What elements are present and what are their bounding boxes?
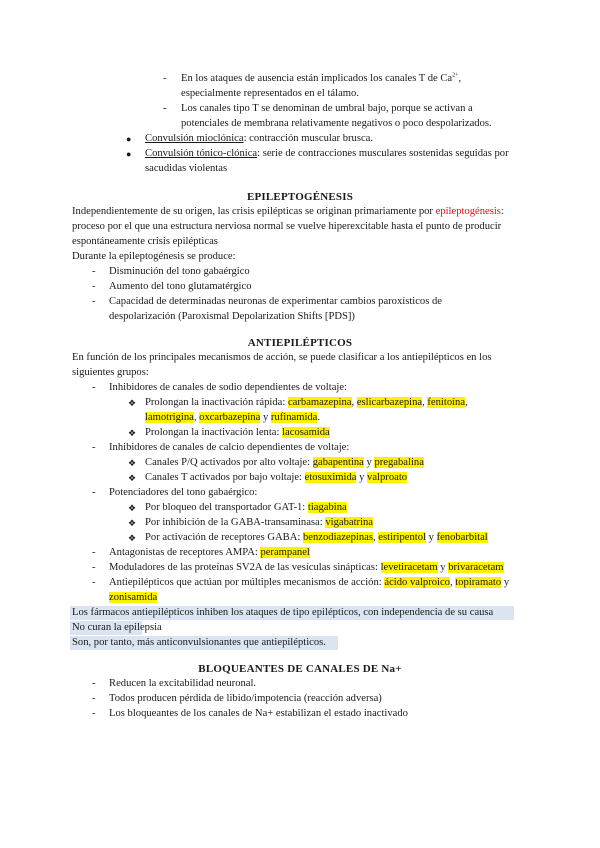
list-item: Por inhibición de la GABA-transaminasa: vigabatrina — [145, 517, 374, 528]
list-item: Los bloqueantes de los canales de Na+ estabilizan el estado inactivado — [109, 708, 408, 719]
text-line: Durante la epileptogénesis se produce: — [72, 251, 236, 262]
dash-bullet: - — [92, 281, 96, 292]
list-item: Aumento del tono glutamatérgico — [109, 281, 252, 292]
note-text: No curan la epilepsia — [72, 622, 162, 633]
dash-bullet: - — [92, 708, 96, 719]
list-item: Disminución del tono gabaérgico — [109, 266, 250, 277]
text-line: potenciales de membrana relativamente negativos o poco despolarizados. — [181, 118, 492, 129]
diamond-bullet-icon: ❖ — [128, 398, 137, 408]
list-item: Reducen la excitabilidad neuronal. — [109, 678, 257, 689]
list-item: Todos producen pérdida de libido/impotencia (reacción adversa) — [109, 693, 382, 704]
dash-bullet: - — [92, 382, 96, 393]
bullet-icon: ● — [126, 149, 132, 159]
dash-bullet: - — [92, 678, 96, 689]
list-item: Antagonistas de receptores AMPA: perampanel — [109, 547, 310, 558]
diamond-bullet-icon: ❖ — [128, 533, 137, 543]
list-item: Prolongan la inactivación rápida: carbamazepina, eslicarbazepina, fenitoína, — [145, 397, 468, 408]
dash-bullet: - — [92, 487, 96, 498]
text-line: Los canales tipo T se denominan de umbral bajo, porque se activan a — [181, 103, 473, 114]
note-text: Los fármacos antiepilépticos inhiben los ataques de tipo epilépticos, con independencia de su causa — [72, 607, 494, 618]
dash-bullet: - — [163, 103, 167, 114]
text-line: especialmente representados en el tálamo. — [181, 88, 359, 99]
list-item: Canales P/Q activados por alto voltaje: gabapentina y pregabalina — [145, 457, 424, 468]
text-line: En los ataques de ausencia están implicados los canales T de $Ca^{2+}$, — [181, 72, 462, 84]
section-title: EPILEPTOGÉNESIS — [246, 191, 354, 203]
list-item: Potenciadores del tono gabaérgico: — [109, 487, 258, 498]
list-item: Por activación de receptores GABA: benzodiazepinas, estiripentol y fenobarbital — [145, 532, 488, 543]
diamond-bullet-icon: ❖ — [128, 458, 137, 468]
dash-bullet: - — [92, 562, 96, 573]
diamond-bullet-icon: ❖ — [128, 473, 137, 483]
dash-bullet: - — [92, 693, 96, 704]
bullet-icon: ● — [126, 134, 132, 144]
list-item: Prolongan la inactivación lenta: lacosamida — [145, 427, 330, 438]
diamond-bullet-icon: ❖ — [128, 518, 137, 528]
text-line: lamotrigina, oxcarbazepina y rufinamida. — [145, 412, 321, 423]
text-line: sacudidas violentas — [145, 163, 228, 174]
text-line: En función de los principales mecanismos de acción, se puede clasificar a los antiepilépticos en los — [72, 352, 492, 363]
text-line: Convulsión mioclónica: contracción muscular brusca. — [145, 133, 374, 144]
dash-bullet: - — [92, 266, 96, 277]
section-title: BLOQUEANTES DE CANALES DE Na+ — [198, 663, 402, 675]
list-item: Inhibidores de canales de sodio dependientes de voltaje: — [109, 382, 347, 393]
dash-bullet: - — [92, 547, 96, 558]
dash-bullet: - — [163, 73, 167, 84]
list-item: Capacidad de determinadas neuronas de experimentar cambios paroxísticos de — [109, 296, 442, 307]
dash-bullet: - — [92, 296, 96, 307]
text-line: proceso por el que una estructura nerviosa normal se vuelve hiperexcitable hasta el punto de producir — [72, 221, 502, 232]
list-item: Antiepilépticos que actúan por múltiples mecanismos de acción: ácido valproico, topiramato y — [109, 577, 510, 588]
text-line: espontáneamente crisis epilépticas — [72, 236, 218, 247]
section-title: ANTIEPILÉPTICOS — [247, 337, 353, 349]
diamond-bullet-icon: ❖ — [128, 503, 137, 513]
note-text: Son, por tanto, más anticonvulsionantes que antiepilépticos. — [72, 637, 326, 648]
text-line: siguientes grupos: — [72, 367, 149, 378]
list-item: Canales T activados por bajo voltaje: etosuximida y valproato — [145, 472, 408, 483]
dash-bullet: - — [92, 577, 96, 588]
list-item: Moduladores de las proteínas SV2A de las vesículas sinápticas: levetiracetam y brivaracetam — [109, 562, 504, 573]
list-item: Inhibidores de canales de calcio dependientes de voltaje: — [109, 442, 350, 453]
dash-bullet: - — [92, 442, 96, 453]
diamond-bullet-icon: ❖ — [128, 428, 137, 438]
text-line: zonisamida — [109, 592, 158, 603]
list-item: Por bloqueo del transportador GAT-1: tiagabina — [145, 502, 347, 513]
text-line: Convulsión tónico-clónica: serie de contracciones musculares sostenidas seguidas por — [145, 148, 509, 159]
text-line: Independientemente de su origen, las crisis epilépticas se originan primariamente por epileptogénesis: — [72, 206, 504, 217]
text-line: despolarización (Paroxismal Depolarization Shifts [PDS]) — [109, 311, 355, 322]
